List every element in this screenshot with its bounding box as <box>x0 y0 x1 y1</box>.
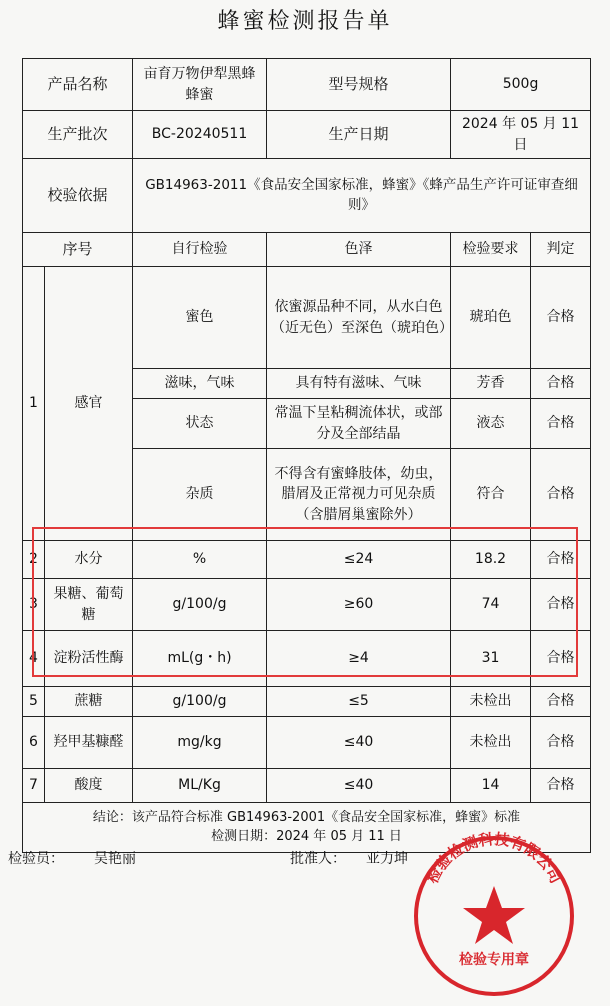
approver-label: 批准人： <box>290 851 346 867</box>
basis-value: GB14963-2011《食品安全国家标准，蜂蜜》《蜂产品生产许可证审查细则》 <box>133 159 591 233</box>
test-result: 14 <box>451 769 531 803</box>
test-name: 羟甲基糠醛 <box>45 717 133 769</box>
document-title: 蜂蜜检测报告单 <box>217 9 393 34</box>
test-standard: ≤24 <box>267 541 451 579</box>
check-item: 状态 <box>133 399 267 449</box>
official-seal <box>404 826 584 1006</box>
check-standard: 常温下呈粘稠流体状，或部分及全部结晶 <box>267 399 451 449</box>
test-result: 74 <box>451 579 531 631</box>
row-number: 2 <box>23 541 45 579</box>
report-table <box>22 58 591 853</box>
inspector-name: 吴艳丽 <box>94 851 136 867</box>
test-result: 未检出 <box>451 687 531 717</box>
check-item: 杂质 <box>133 449 267 541</box>
test-name: 水分 <box>45 541 133 579</box>
check-verdict: 合格 <box>531 399 591 449</box>
test-result: 未检出 <box>451 717 531 769</box>
test-unit: ML/Kg <box>133 769 267 803</box>
test-verdict: 合格 <box>531 717 591 769</box>
conclusion-text: 结论：该产品符合标准 GB14963-2001《食品安全国家标准，蜂蜜》标准 <box>92 809 521 825</box>
check-standard: 不得含有蜜蜂肢体，幼虫，腊屑及正常视力可见杂质（含腊屑巢蜜除外） <box>267 449 451 541</box>
product-name-label: 产品名称 <box>23 59 133 111</box>
inspector-label: 检验员： <box>8 851 64 867</box>
check-item: 蜜色 <box>133 267 267 369</box>
test-name: 果糖、葡萄糖 <box>45 579 133 631</box>
approver-name: 亚力坤 <box>366 851 408 867</box>
date-label: 生产日期 <box>267 111 451 159</box>
row-number: 3 <box>23 579 45 631</box>
basis-label: 校验依据 <box>23 159 133 233</box>
sensory-category: 感官 <box>45 267 133 541</box>
row-number: 1 <box>23 267 45 541</box>
test-verdict: 合格 <box>531 541 591 579</box>
seal-top-text: 检验检测科技有限公司 <box>423 830 565 887</box>
check-standard: 依蜜源品种不同，从水白色（近无色）至深色（琥珀色） <box>267 267 451 369</box>
header-no: 序号 <box>23 233 133 267</box>
test-unit: % <box>133 541 267 579</box>
table-row <box>23 541 591 579</box>
check-result: 液态 <box>451 399 531 449</box>
test-result: 31 <box>451 631 531 687</box>
model-value: 500g <box>451 59 591 111</box>
test-result: 18.2 <box>451 541 531 579</box>
test-verdict: 合格 <box>531 579 591 631</box>
table-header-row <box>23 233 591 267</box>
table-row <box>23 267 591 369</box>
header-color: 色泽 <box>267 233 451 267</box>
header-self-check: 自行检验 <box>133 233 267 267</box>
product-name-value: 亩育万物伊犁黑蜂蜂蜜 <box>133 59 267 111</box>
test-standard: ≥4 <box>267 631 451 687</box>
product-name-row <box>23 59 591 111</box>
table-row <box>23 687 591 717</box>
test-date: 检测日期：2024 年 05 月 11 日 <box>211 828 402 844</box>
batch-row <box>23 111 591 159</box>
check-result: 芳香 <box>451 369 531 399</box>
date-value: 2024 年 05 月 11 日 <box>451 111 591 159</box>
table-row <box>23 631 591 687</box>
table-row <box>23 579 591 631</box>
test-standard: ≥60 <box>267 579 451 631</box>
test-standard: ≤5 <box>267 687 451 717</box>
test-unit: mg/kg <box>133 717 267 769</box>
row-number: 7 <box>23 769 45 803</box>
header-requirement: 检验要求 <box>451 233 531 267</box>
model-label: 型号规格 <box>267 59 451 111</box>
check-item: 滋味，气味 <box>133 369 267 399</box>
table-row <box>23 769 591 803</box>
row-number: 5 <box>23 687 45 717</box>
test-name: 蔗糖 <box>45 687 133 717</box>
test-standard: ≤40 <box>267 717 451 769</box>
table-row <box>23 717 591 769</box>
row-number: 6 <box>23 717 45 769</box>
test-unit: g/100/g <box>133 579 267 631</box>
header-verdict: 判定 <box>531 233 591 267</box>
test-unit: mL(g・h) <box>133 631 267 687</box>
check-verdict: 合格 <box>531 449 591 541</box>
batch-value: BC-20240511 <box>133 111 267 159</box>
check-result: 琥珀色 <box>451 267 531 369</box>
check-verdict: 合格 <box>531 267 591 369</box>
test-unit: g/100/g <box>133 687 267 717</box>
check-standard: 具有特有滋味、气味 <box>267 369 451 399</box>
basis-row <box>23 159 591 233</box>
test-verdict: 合格 <box>531 769 591 803</box>
test-verdict: 合格 <box>531 687 591 717</box>
seal-star-icon <box>463 886 525 944</box>
check-verdict: 合格 <box>531 369 591 399</box>
seal-bottom-text: 检验专用章 <box>459 952 529 968</box>
row-number: 4 <box>23 631 45 687</box>
test-name: 酸度 <box>45 769 133 803</box>
check-result: 符合 <box>451 449 531 541</box>
batch-label: 生产批次 <box>23 111 133 159</box>
test-standard: ≤40 <box>267 769 451 803</box>
test-verdict: 合格 <box>531 631 591 687</box>
test-name: 淀粉活性酶 <box>45 631 133 687</box>
